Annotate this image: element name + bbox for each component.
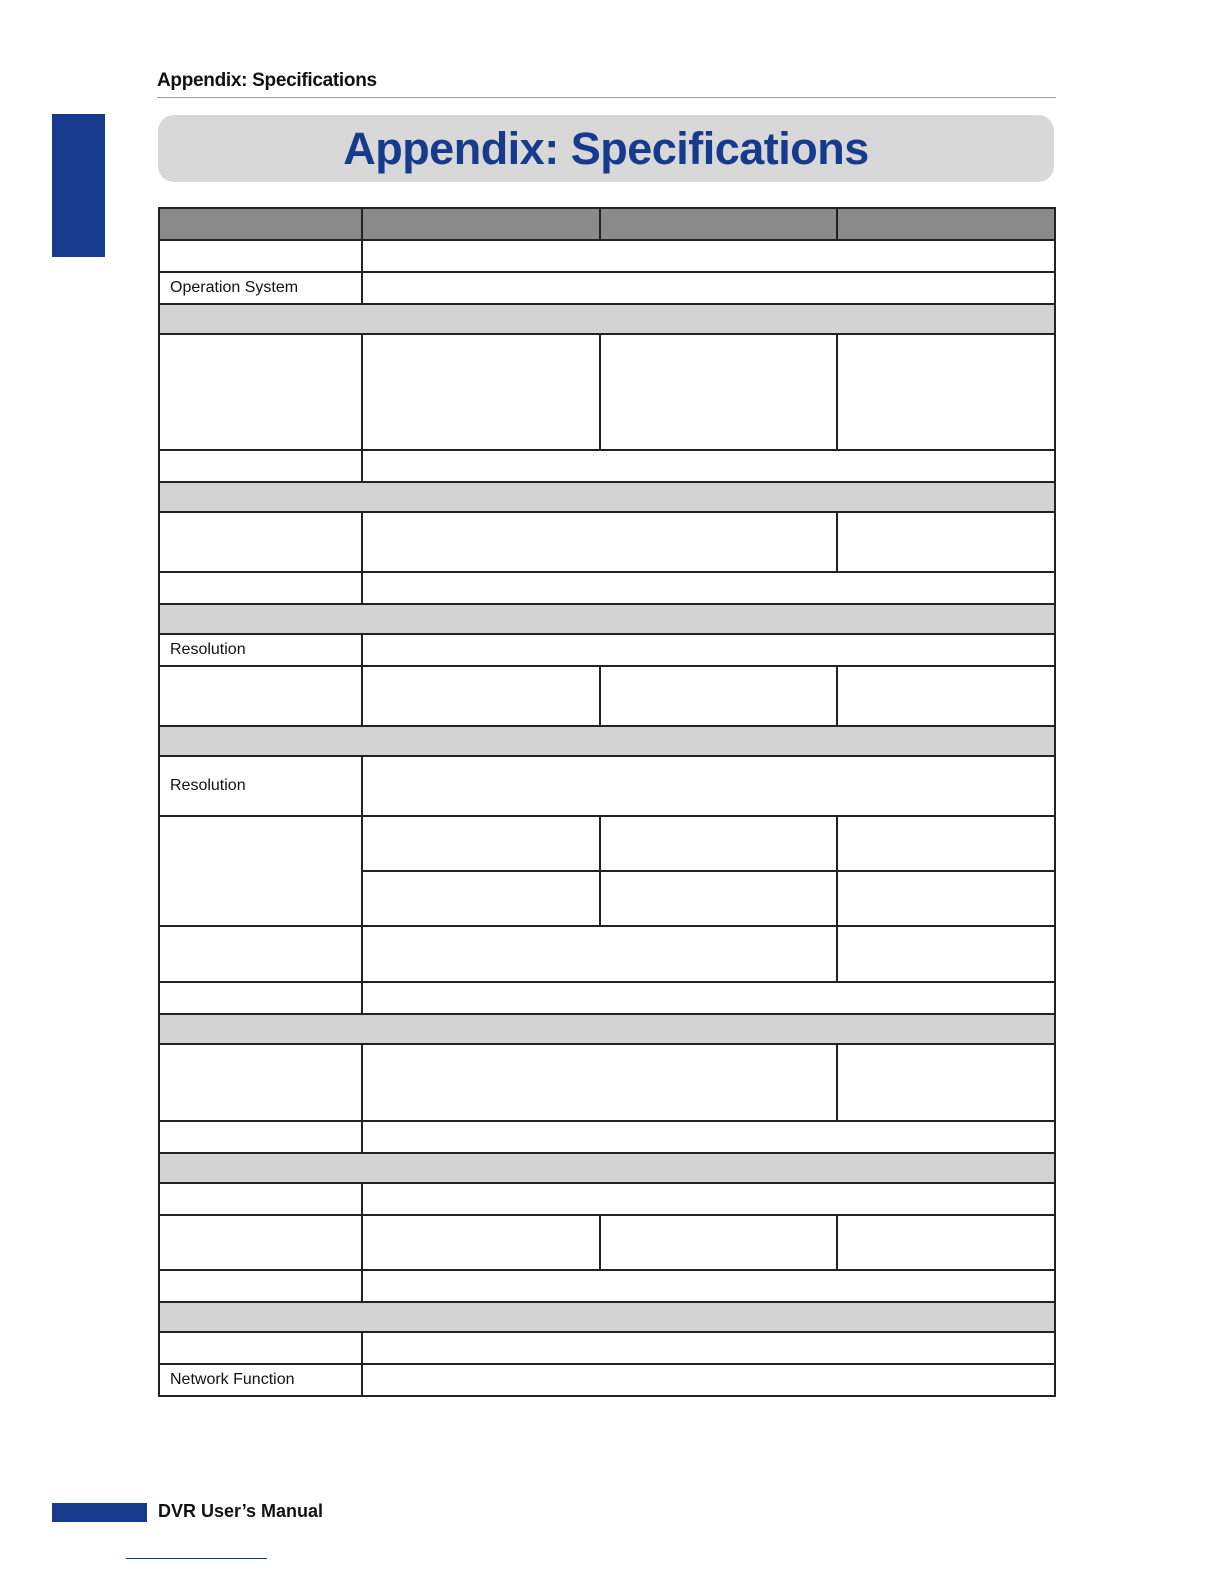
label-cell [159, 1183, 362, 1215]
value-cell [362, 816, 600, 871]
title-banner [158, 115, 1054, 182]
video-resolution-label: Resolution [159, 634, 362, 666]
value-cell [600, 334, 837, 450]
value-cell [362, 634, 1055, 666]
value-cell [362, 1121, 1055, 1153]
value-cell [362, 512, 837, 572]
label-cell [159, 334, 362, 450]
value-cell [362, 926, 837, 982]
value-cell [362, 1364, 1055, 1396]
footer-underline [126, 1558, 267, 1559]
table-row [159, 634, 1055, 666]
value-cell [362, 240, 1055, 272]
value-cell [362, 572, 1055, 604]
value-cell [837, 512, 1055, 572]
table-row [159, 1121, 1055, 1153]
page-title: Appendix: Specifications [343, 122, 869, 174]
value-cell [362, 450, 1055, 482]
table-row [159, 982, 1055, 1014]
table-row [159, 926, 1055, 982]
value-cell [837, 1044, 1055, 1121]
value-cell [837, 334, 1055, 450]
section-row [159, 304, 1055, 334]
value-cell [837, 666, 1055, 726]
value-cell [837, 816, 1055, 871]
header-cell [159, 208, 362, 240]
label-cell [159, 816, 362, 926]
header-cell [600, 208, 837, 240]
label-cell [159, 666, 362, 726]
footer-accent-bar [52, 1503, 147, 1522]
table-row [159, 240, 1055, 272]
value-cell [362, 272, 1055, 304]
header-cell [362, 208, 600, 240]
value-cell [837, 871, 1055, 926]
table-row [159, 1270, 1055, 1302]
section-row [159, 1302, 1055, 1332]
section-row [159, 1153, 1055, 1183]
value-cell [362, 1332, 1055, 1364]
label-cell [159, 450, 362, 482]
table-row [159, 666, 1055, 726]
value-cell [362, 1183, 1055, 1215]
table-row [159, 450, 1055, 482]
label-cell [159, 1270, 362, 1302]
label-cell [159, 512, 362, 572]
value-cell [600, 871, 837, 926]
value-cell [362, 666, 600, 726]
section-row [159, 482, 1055, 512]
table-row [159, 1183, 1055, 1215]
operation-system-label: Operation System [159, 272, 362, 304]
chapter-side-tab [52, 114, 105, 257]
table-row [159, 1364, 1055, 1396]
value-cell [600, 666, 837, 726]
label-cell [159, 1215, 362, 1270]
value-cell [600, 816, 837, 871]
table-row [159, 1215, 1055, 1270]
table-row [159, 572, 1055, 604]
value-cell [837, 926, 1055, 982]
value-cell [837, 1215, 1055, 1270]
section-row [159, 1014, 1055, 1044]
label-cell [159, 1332, 362, 1364]
section-row [159, 726, 1055, 756]
value-cell [362, 756, 1055, 816]
value-cell [362, 1044, 837, 1121]
table-header-row [159, 208, 1055, 240]
value-cell [362, 1270, 1055, 1302]
table-row [159, 1332, 1055, 1364]
record-resolution-label: Resolution [159, 756, 362, 816]
network-function-label: Network Function [159, 1364, 362, 1396]
section-row [159, 604, 1055, 634]
header-cell [837, 208, 1055, 240]
value-cell [362, 334, 600, 450]
value-cell [362, 1215, 600, 1270]
table-row [159, 756, 1055, 816]
footer-manual-title: DVR User’s Manual [158, 1501, 324, 1521]
value-cell [600, 1215, 837, 1270]
table-row [159, 816, 1055, 871]
label-cell [159, 572, 362, 604]
label-cell [159, 982, 362, 1014]
label-cell [159, 240, 362, 272]
label-cell [159, 926, 362, 982]
running-header: Appendix: Specifications [157, 70, 1056, 98]
value-cell [362, 871, 600, 926]
table-row [159, 1044, 1055, 1121]
label-cell [159, 1121, 362, 1153]
table-row [159, 512, 1055, 572]
value-cell [362, 982, 1055, 1014]
label-cell [159, 1044, 362, 1121]
spec-table [158, 207, 1056, 1397]
table-row [159, 272, 1055, 304]
table-row [159, 334, 1055, 450]
